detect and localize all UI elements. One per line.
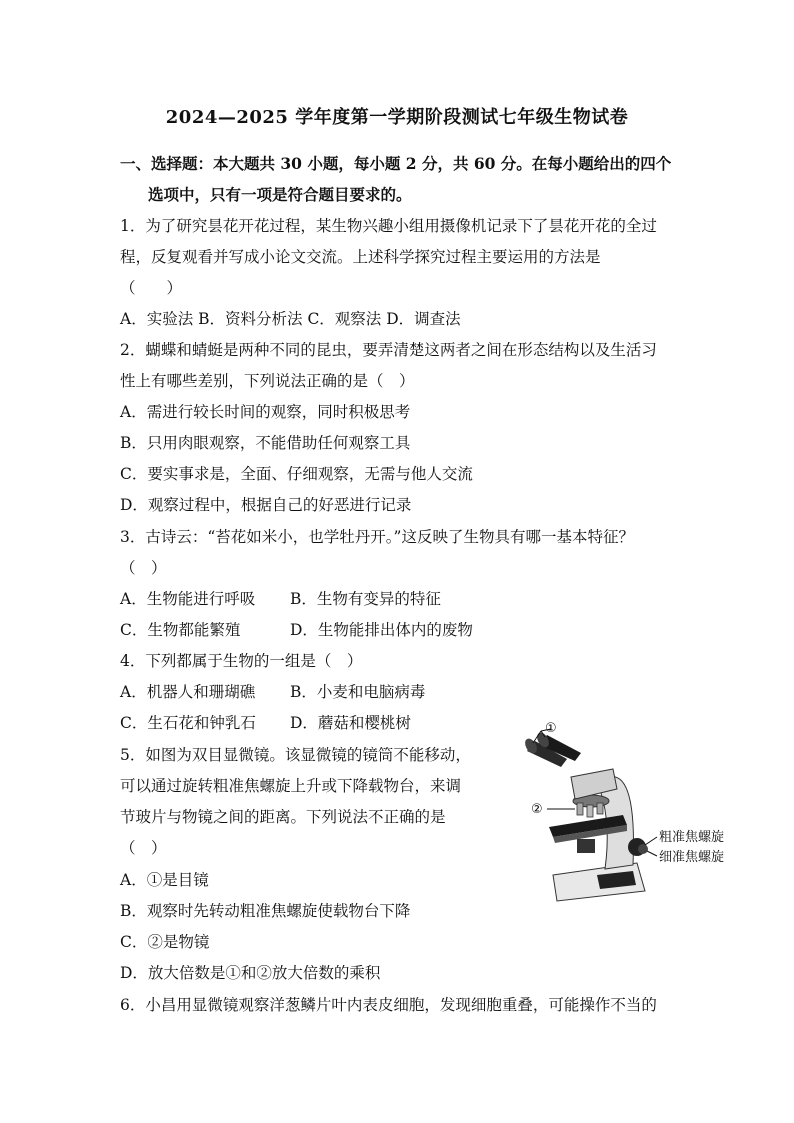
q4-options-row2: [120, 713, 520, 733]
q3-options-row2: [120, 620, 520, 640]
figure-label-coarse-knob: 粗准焦螺旋: [659, 830, 725, 845]
q2-line2: 性上有哪些差别，下列说法正确的是（ ）: [120, 372, 415, 390]
q1-answer-paren: （ ）: [120, 279, 183, 297]
q4-option-d: D．蘑菇和樱桃树: [290, 714, 411, 732]
q4-option-a: A．机器人和珊瑚礁: [120, 683, 256, 701]
q5-line2: 可以通过旋转粗准焦螺旋上升或下降载物台，来调: [120, 777, 462, 795]
figure-label-objective: ②: [531, 802, 543, 817]
q2-line1: 2．蝴蝶和蜻蜓是两种不同的昆虫，要弄清楚这两者之间在形态结构以及生活习: [120, 341, 657, 359]
microscope-figure: [505, 715, 745, 905]
q5-option-c: C．②是物镜: [120, 933, 210, 951]
q3-option-a: A．生物能进行呼吸: [120, 590, 256, 608]
q5-option-b: B．观察时先转动粗准焦螺旋使载物台下降: [120, 902, 411, 920]
page-title: 2024—2025 学年度第一学期阶段测试七年级生物试卷: [165, 107, 629, 128]
q1-options: A．实验法 B．资料分析法 C．观察法 D．调查法: [120, 310, 461, 328]
q6-line1: 6．小昌用显微镜观察洋葱鳞片叶内表皮细胞，发现细胞重叠，可能操作不当的: [120, 996, 657, 1014]
q1-line2: 程，反复观看并写成小论文交流。上述科学探究过程主要运用的方法是: [120, 248, 601, 266]
figure-label-eyepiece: ①: [545, 721, 557, 736]
section-heading-line2: 选项中，只有一项是符合题目要求的。: [148, 185, 412, 204]
q3-answer-paren: （ ）: [120, 559, 167, 577]
q3-options-row1: [120, 589, 520, 609]
q2-option-b: B．只用肉眼观察，不能借助任何观察工具: [120, 434, 411, 452]
q3-option-d: D．生物能排出体内的废物: [290, 621, 473, 639]
q4-option-b: B．小麦和电脑病毒: [290, 683, 426, 701]
section-heading-line1: 一、选择题：本大题共 30 小题，每小题 2 分，共 60 分。在每小题给出的四个: [120, 154, 672, 173]
q3-option-c: C．生物都能繁殖: [120, 621, 241, 639]
q4-options-row1: [120, 682, 520, 702]
q5-line3: 节玻片与物镜之间的距离。下列说法不正确的是: [120, 808, 446, 826]
q5-answer-paren: （ ）: [120, 839, 167, 857]
q3-option-b: B．生物有变异的特征: [290, 590, 441, 608]
q3-line1: 3．古诗云：“苔花如米小，也学牡丹开。”这反映了生物具有哪一基本特征？: [120, 528, 634, 546]
figure-label-fine-knob: 细准焦螺旋: [659, 850, 725, 865]
q4-option-c: C．生石花和钟乳石: [120, 714, 256, 732]
q4-line1: 4．下列都属于生物的一组是（ ）: [120, 652, 363, 670]
q2-option-a: A．需进行较长时间的观察，同时积极思考: [120, 403, 411, 421]
q1-line1: 1．为了研究昙花开花过程，某生物兴趣小组用摄像机记录下了昙花开花的全过: [120, 217, 657, 235]
q2-option-d: D．观察过程中，根据自己的好恶进行记录: [120, 496, 412, 514]
q5-line1: 5．如图为双目显微镜。该显微镜的镜筒不能移动，: [120, 746, 471, 764]
q5-option-a: A．①是目镜: [120, 871, 209, 889]
q2-option-c: C．要实事求是，全面、仔细观察，无需与他人交流: [120, 465, 473, 483]
q5-option-d: D．放大倍数是①和②放大倍数的乘积: [120, 964, 381, 982]
